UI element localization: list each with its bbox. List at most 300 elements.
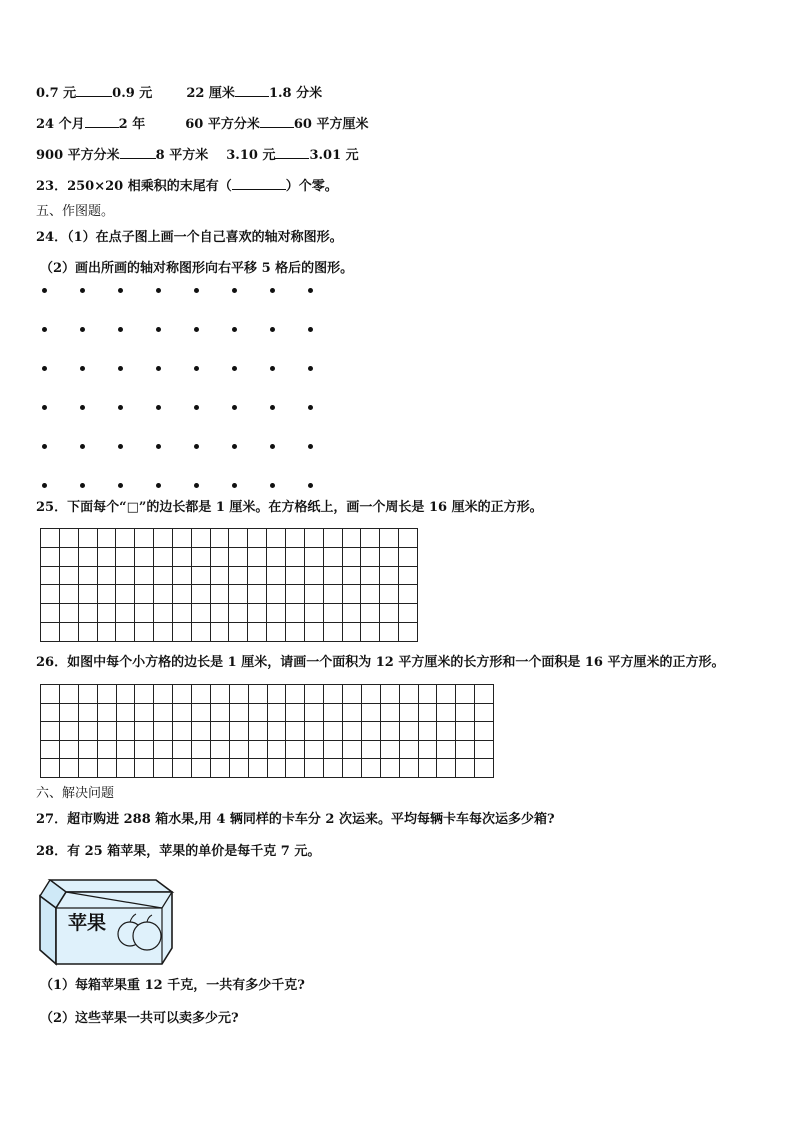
grid-cell[interactable] xyxy=(172,585,191,604)
grid-cell[interactable] xyxy=(399,529,418,548)
grid-cell[interactable] xyxy=(78,722,97,741)
grid-cell[interactable] xyxy=(361,547,380,566)
grid-cell[interactable] xyxy=(399,547,418,566)
grid-cell[interactable] xyxy=(380,529,399,548)
dot[interactable] xyxy=(194,288,199,293)
grid-cell[interactable] xyxy=(267,740,286,759)
grid-cell[interactable] xyxy=(154,547,173,566)
grid-cell[interactable] xyxy=(437,759,456,778)
grid-cell[interactable] xyxy=(267,703,286,722)
grid-cell[interactable] xyxy=(59,566,78,585)
grid-cell[interactable] xyxy=(135,566,154,585)
dot[interactable] xyxy=(308,327,313,332)
grid-cell[interactable] xyxy=(116,623,135,642)
grid-cell[interactable] xyxy=(304,604,323,623)
grid-cell[interactable] xyxy=(286,685,305,704)
grid-cell[interactable] xyxy=(248,722,267,741)
square-grid-q25[interactable] xyxy=(40,528,418,642)
grid-cell[interactable] xyxy=(399,740,418,759)
dot[interactable] xyxy=(118,405,123,410)
grid-cell[interactable] xyxy=(59,685,78,704)
dot[interactable] xyxy=(118,483,123,488)
grid-cell[interactable] xyxy=(399,623,418,642)
dot[interactable] xyxy=(156,366,161,371)
grid-cell[interactable] xyxy=(285,566,304,585)
grid-cell[interactable] xyxy=(380,759,399,778)
dot[interactable] xyxy=(156,483,161,488)
dot[interactable] xyxy=(118,327,123,332)
grid-cell[interactable] xyxy=(248,529,267,548)
grid-cell[interactable] xyxy=(267,529,286,548)
dot[interactable] xyxy=(42,288,47,293)
grid-cell[interactable] xyxy=(343,703,362,722)
dot[interactable] xyxy=(156,444,161,449)
grid-cell[interactable] xyxy=(210,604,229,623)
grid-cell[interactable] xyxy=(97,740,116,759)
dot[interactable] xyxy=(80,327,85,332)
grid-cell[interactable] xyxy=(173,759,192,778)
grid-cell[interactable] xyxy=(418,685,437,704)
grid-cell[interactable] xyxy=(210,585,229,604)
grid-cell[interactable] xyxy=(78,547,97,566)
grid-cell[interactable] xyxy=(380,585,399,604)
grid-cell[interactable] xyxy=(418,703,437,722)
dot[interactable] xyxy=(42,483,47,488)
grid-cell[interactable] xyxy=(229,566,248,585)
grid-cell[interactable] xyxy=(324,722,343,741)
dot[interactable] xyxy=(118,444,123,449)
grid-cell[interactable] xyxy=(116,604,135,623)
dot[interactable] xyxy=(308,483,313,488)
dot[interactable] xyxy=(232,327,237,332)
dot[interactable] xyxy=(42,405,47,410)
grid-cell[interactable] xyxy=(78,566,97,585)
grid-cell[interactable] xyxy=(41,740,60,759)
grid-cell[interactable] xyxy=(97,759,116,778)
grid-cell[interactable] xyxy=(361,529,380,548)
grid-cell[interactable] xyxy=(248,566,267,585)
grid-cell[interactable] xyxy=(305,759,324,778)
grid-cell[interactable] xyxy=(324,703,343,722)
grid-cell[interactable] xyxy=(343,740,362,759)
question-26: 26．如图中每个小方格的边长是 1 厘米，请画一个面积为 12 平方厘米的长方形和一个面积是 16 平方厘米的正方形。 xyxy=(36,655,725,670)
grid-cell[interactable] xyxy=(192,703,211,722)
grid-cell[interactable] xyxy=(210,703,229,722)
grid-cell[interactable] xyxy=(154,585,173,604)
grid-cell[interactable] xyxy=(380,604,399,623)
grid-cell[interactable] xyxy=(475,703,494,722)
grid-cell[interactable] xyxy=(475,740,494,759)
grid-cell[interactable] xyxy=(267,566,286,585)
grid-cell[interactable] xyxy=(343,722,362,741)
grid-cell[interactable] xyxy=(191,623,210,642)
grid-cell[interactable] xyxy=(361,585,380,604)
grid-cell[interactable] xyxy=(418,759,437,778)
grid-cell[interactable] xyxy=(59,529,78,548)
dot[interactable] xyxy=(270,444,275,449)
grid-cell[interactable] xyxy=(191,604,210,623)
grid-cell[interactable] xyxy=(380,623,399,642)
dot[interactable] xyxy=(308,288,313,293)
grid-cell[interactable] xyxy=(154,529,173,548)
grid-cell[interactable] xyxy=(361,566,380,585)
grid-cell[interactable] xyxy=(172,604,191,623)
dot[interactable] xyxy=(42,327,47,332)
grid-cell[interactable] xyxy=(323,623,342,642)
grid-cell[interactable] xyxy=(361,623,380,642)
grid-cell[interactable] xyxy=(172,547,191,566)
grid-cell[interactable] xyxy=(248,759,267,778)
grid-cell[interactable] xyxy=(59,759,78,778)
grid-cell[interactable] xyxy=(305,703,324,722)
grid-cell[interactable] xyxy=(267,759,286,778)
grid-cell[interactable] xyxy=(343,759,362,778)
grid-cell[interactable] xyxy=(135,585,154,604)
grid-cell[interactable] xyxy=(305,685,324,704)
grid-cell[interactable] xyxy=(154,623,173,642)
grid-cell[interactable] xyxy=(418,722,437,741)
grid-cell[interactable] xyxy=(267,623,286,642)
grid-cell[interactable] xyxy=(41,547,60,566)
grid-cell[interactable] xyxy=(380,685,399,704)
grid-cell[interactable] xyxy=(210,722,229,741)
dot[interactable] xyxy=(232,444,237,449)
answer-blank[interactable] xyxy=(232,177,286,190)
dot[interactable] xyxy=(232,288,237,293)
grid-cell[interactable] xyxy=(229,529,248,548)
grid-cell[interactable] xyxy=(342,585,361,604)
grid-cell[interactable] xyxy=(380,740,399,759)
grid-cell[interactable] xyxy=(229,623,248,642)
grid-cell[interactable] xyxy=(267,685,286,704)
dot[interactable] xyxy=(308,444,313,449)
grid-cell[interactable] xyxy=(361,722,380,741)
dot[interactable] xyxy=(42,444,47,449)
grid-cell[interactable] xyxy=(135,703,154,722)
dot[interactable] xyxy=(194,444,199,449)
grid-cell[interactable] xyxy=(285,623,304,642)
square-grid-q26[interactable] xyxy=(40,684,494,778)
grid-cell[interactable] xyxy=(285,547,304,566)
grid-cell[interactable] xyxy=(323,566,342,585)
grid-cell[interactable] xyxy=(116,759,135,778)
grid-cell[interactable] xyxy=(285,585,304,604)
grid-cell[interactable] xyxy=(97,685,116,704)
grid-cell[interactable] xyxy=(229,585,248,604)
grid-cell[interactable] xyxy=(41,759,60,778)
grid-cell[interactable] xyxy=(116,703,135,722)
grid-cell[interactable] xyxy=(154,703,173,722)
grid-cell[interactable] xyxy=(135,623,154,642)
grid-cell[interactable] xyxy=(324,740,343,759)
grid-cell[interactable] xyxy=(78,685,97,704)
grid-cell[interactable] xyxy=(135,547,154,566)
grid-cell[interactable] xyxy=(361,685,380,704)
grid-cell[interactable] xyxy=(116,685,135,704)
grid-cell[interactable] xyxy=(399,722,418,741)
grid-cell[interactable] xyxy=(41,623,60,642)
grid-cell[interactable] xyxy=(324,685,343,704)
grid-cell[interactable] xyxy=(229,547,248,566)
grid-row xyxy=(41,529,418,548)
grid-cell[interactable] xyxy=(267,722,286,741)
grid-cell[interactable] xyxy=(399,759,418,778)
grid-cell[interactable] xyxy=(343,685,362,704)
grid-cell[interactable] xyxy=(248,685,267,704)
dot[interactable] xyxy=(232,405,237,410)
dot[interactable] xyxy=(270,327,275,332)
grid-cell[interactable] xyxy=(154,722,173,741)
grid-cell[interactable] xyxy=(154,740,173,759)
grid-cell[interactable] xyxy=(192,740,211,759)
grid-cell[interactable] xyxy=(116,529,135,548)
grid-cell[interactable] xyxy=(285,529,304,548)
grid-cell[interactable] xyxy=(97,566,116,585)
grid-cell[interactable] xyxy=(97,529,116,548)
grid-cell[interactable] xyxy=(116,740,135,759)
grid-cell[interactable] xyxy=(229,604,248,623)
grid-cell[interactable] xyxy=(97,623,116,642)
grid-cell[interactable] xyxy=(248,740,267,759)
grid-cell[interactable] xyxy=(210,685,229,704)
dot[interactable] xyxy=(270,288,275,293)
grid-cell[interactable] xyxy=(191,547,210,566)
grid-cell[interactable] xyxy=(78,604,97,623)
grid-cell[interactable] xyxy=(41,604,60,623)
grid-cell[interactable] xyxy=(286,740,305,759)
grid-cell[interactable] xyxy=(380,547,399,566)
grid-cell[interactable] xyxy=(78,703,97,722)
dot[interactable] xyxy=(80,405,85,410)
grid-cell[interactable] xyxy=(191,585,210,604)
grid-cell[interactable] xyxy=(210,566,229,585)
dot[interactable] xyxy=(156,405,161,410)
dot[interactable] xyxy=(308,366,313,371)
grid-cell[interactable] xyxy=(116,566,135,585)
grid-cell[interactable] xyxy=(323,585,342,604)
dot[interactable] xyxy=(156,327,161,332)
grid-cell[interactable] xyxy=(286,722,305,741)
grid-cell[interactable] xyxy=(305,722,324,741)
answer-blank[interactable] xyxy=(120,146,156,159)
grid-cell[interactable] xyxy=(135,685,154,704)
grid-cell[interactable] xyxy=(305,740,324,759)
grid-cell[interactable] xyxy=(78,585,97,604)
grid-cell[interactable] xyxy=(173,685,192,704)
grid-cell[interactable] xyxy=(399,703,418,722)
grid-cell[interactable] xyxy=(41,585,60,604)
grid-cell[interactable] xyxy=(418,740,437,759)
grid-cell[interactable] xyxy=(59,740,78,759)
grid-cell[interactable] xyxy=(210,740,229,759)
grid-cell[interactable] xyxy=(399,604,418,623)
grid-cell[interactable] xyxy=(342,623,361,642)
dot[interactable] xyxy=(80,366,85,371)
grid-cell[interactable] xyxy=(399,585,418,604)
grid-cell[interactable] xyxy=(78,759,97,778)
dot[interactable] xyxy=(80,483,85,488)
grid-cell[interactable] xyxy=(285,604,304,623)
grid-cell[interactable] xyxy=(456,722,475,741)
grid-cell[interactable] xyxy=(173,740,192,759)
grid-cell[interactable] xyxy=(191,566,210,585)
grid-cell[interactable] xyxy=(229,740,248,759)
grid-cell[interactable] xyxy=(248,703,267,722)
grid-cell[interactable] xyxy=(248,604,267,623)
grid-cell[interactable] xyxy=(59,623,78,642)
grid-cell[interactable] xyxy=(210,623,229,642)
answer-blank[interactable] xyxy=(260,115,294,128)
answer-blank[interactable] xyxy=(275,146,309,159)
grid-cell[interactable] xyxy=(304,529,323,548)
grid-cell[interactable] xyxy=(59,703,78,722)
grid-cell[interactable] xyxy=(97,604,116,623)
grid-cell[interactable] xyxy=(304,585,323,604)
grid-cell[interactable] xyxy=(192,685,211,704)
grid-cell[interactable] xyxy=(361,703,380,722)
grid-cell[interactable] xyxy=(267,604,286,623)
grid-cell[interactable] xyxy=(78,529,97,548)
grid-cell[interactable] xyxy=(59,722,78,741)
grid-cell[interactable] xyxy=(172,566,191,585)
dot[interactable] xyxy=(194,327,199,332)
dot[interactable] xyxy=(270,483,275,488)
answer-blank[interactable] xyxy=(85,115,119,128)
grid-cell[interactable] xyxy=(342,547,361,566)
grid-cell[interactable] xyxy=(59,585,78,604)
grid-cell[interactable] xyxy=(286,759,305,778)
grid-cell[interactable] xyxy=(173,703,192,722)
grid-cell[interactable] xyxy=(342,529,361,548)
grid-cell[interactable] xyxy=(229,685,248,704)
grid-cell[interactable] xyxy=(41,703,60,722)
grid-cell[interactable] xyxy=(154,685,173,704)
grid-cell[interactable] xyxy=(172,529,191,548)
grid-cell[interactable] xyxy=(475,685,494,704)
grid-cell[interactable] xyxy=(59,604,78,623)
grid-cell[interactable] xyxy=(154,566,173,585)
grid-cell[interactable] xyxy=(229,703,248,722)
grid-cell[interactable] xyxy=(192,759,211,778)
dot[interactable] xyxy=(308,405,313,410)
grid-cell[interactable] xyxy=(361,604,380,623)
grid-cell[interactable] xyxy=(210,759,229,778)
grid-cell[interactable] xyxy=(210,547,229,566)
grid-cell[interactable] xyxy=(267,547,286,566)
grid-cell[interactable] xyxy=(361,759,380,778)
grid-cell[interactable] xyxy=(248,623,267,642)
answer-blank[interactable] xyxy=(76,84,112,97)
grid-cell[interactable] xyxy=(97,547,116,566)
grid-cell[interactable] xyxy=(437,685,456,704)
grid-cell[interactable] xyxy=(399,685,418,704)
grid-cell[interactable] xyxy=(342,566,361,585)
grid-cell[interactable] xyxy=(172,623,191,642)
grid-cell[interactable] xyxy=(41,566,60,585)
grid-cell[interactable] xyxy=(210,529,229,548)
grid-cell[interactable] xyxy=(41,685,60,704)
grid-cell[interactable] xyxy=(41,722,60,741)
grid-cell[interactable] xyxy=(437,703,456,722)
grid-cell[interactable] xyxy=(324,759,343,778)
dot[interactable] xyxy=(42,366,47,371)
grid-cell[interactable] xyxy=(456,685,475,704)
grid-cell[interactable] xyxy=(116,585,135,604)
grid-cell[interactable] xyxy=(41,529,60,548)
grid-cell[interactable] xyxy=(154,759,173,778)
grid-cell[interactable] xyxy=(304,547,323,566)
grid-cell[interactable] xyxy=(267,585,286,604)
grid-cell[interactable] xyxy=(475,722,494,741)
grid-cell[interactable] xyxy=(399,566,418,585)
grid-cell[interactable] xyxy=(304,623,323,642)
grid-cell[interactable] xyxy=(380,703,399,722)
grid-cell[interactable] xyxy=(248,585,267,604)
dot[interactable] xyxy=(80,444,85,449)
grid-cell[interactable] xyxy=(135,722,154,741)
grid-cell[interactable] xyxy=(456,703,475,722)
grid-cell[interactable] xyxy=(135,529,154,548)
grid-cell[interactable] xyxy=(135,740,154,759)
dot[interactable] xyxy=(194,366,199,371)
grid-cell[interactable] xyxy=(248,547,267,566)
grid-cell[interactable] xyxy=(135,759,154,778)
dot[interactable] xyxy=(270,405,275,410)
dot[interactable] xyxy=(80,288,85,293)
grid-cell[interactable] xyxy=(116,722,135,741)
grid-cell[interactable] xyxy=(437,722,456,741)
grid-cell[interactable] xyxy=(323,547,342,566)
dot-grid[interactable] xyxy=(36,282,336,494)
dot[interactable] xyxy=(118,366,123,371)
dot[interactable] xyxy=(194,405,199,410)
dot[interactable] xyxy=(232,366,237,371)
grid-cell[interactable] xyxy=(229,759,248,778)
grid-cell[interactable] xyxy=(97,703,116,722)
grid-cell[interactable] xyxy=(97,722,116,741)
grid-cell[interactable] xyxy=(135,604,154,623)
grid-cell[interactable] xyxy=(456,740,475,759)
grid-cell[interactable] xyxy=(191,529,210,548)
grid-cell[interactable] xyxy=(380,566,399,585)
grid-cell[interactable] xyxy=(116,547,135,566)
grid-cell[interactable] xyxy=(229,722,248,741)
grid-cell[interactable] xyxy=(361,740,380,759)
grid-cell[interactable] xyxy=(475,759,494,778)
grid-cell[interactable] xyxy=(78,740,97,759)
answer-blank[interactable] xyxy=(235,84,269,97)
dot[interactable] xyxy=(118,288,123,293)
grid-cell[interactable] xyxy=(342,604,361,623)
dot[interactable] xyxy=(232,483,237,488)
grid-cell[interactable] xyxy=(192,722,211,741)
grid-cell[interactable] xyxy=(323,604,342,623)
grid-cell[interactable] xyxy=(97,585,116,604)
grid-cell[interactable] xyxy=(78,623,97,642)
grid-cell[interactable] xyxy=(323,529,342,548)
dot[interactable] xyxy=(194,483,199,488)
grid-cell[interactable] xyxy=(154,604,173,623)
grid-cell[interactable] xyxy=(456,759,475,778)
grid-cell[interactable] xyxy=(380,722,399,741)
grid-cell[interactable] xyxy=(286,703,305,722)
grid-cell[interactable] xyxy=(59,547,78,566)
grid-cell[interactable] xyxy=(304,566,323,585)
dot[interactable] xyxy=(156,288,161,293)
dot[interactable] xyxy=(270,366,275,371)
grid-cell[interactable] xyxy=(437,740,456,759)
grid-cell[interactable] xyxy=(173,722,192,741)
